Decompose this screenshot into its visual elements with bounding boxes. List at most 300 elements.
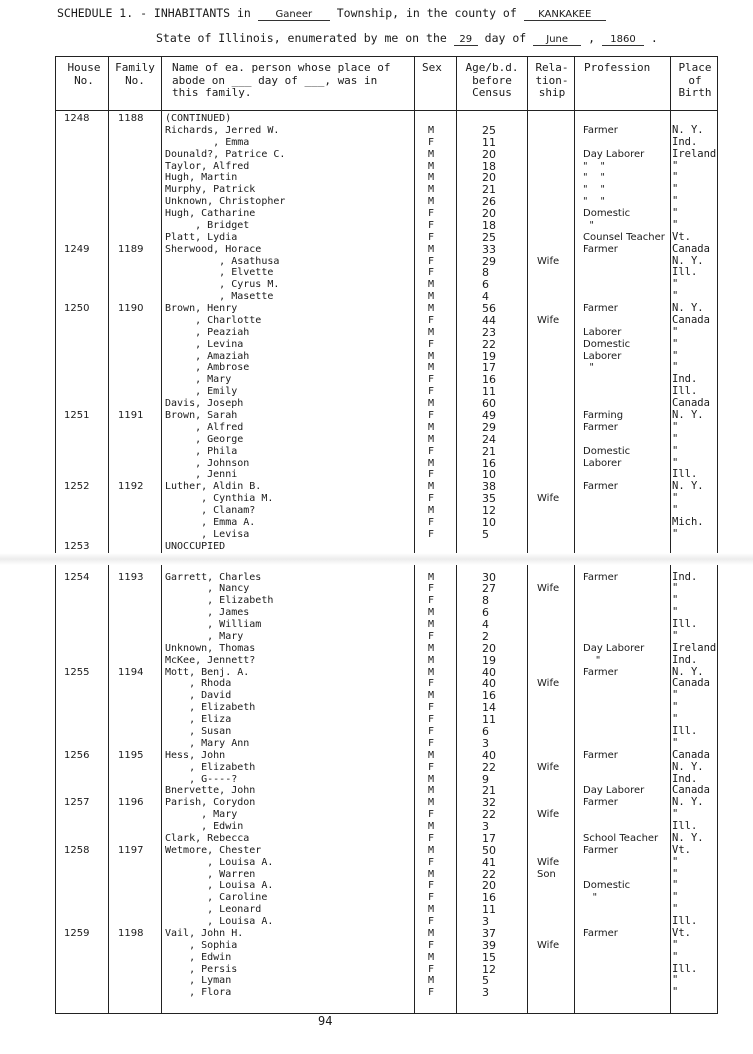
person-name: Davis, Joseph [165,398,244,410]
place-of-birth: Canada [672,748,710,761]
age: 39 [482,938,496,952]
sex: F [428,445,435,457]
person-name: , Amaziah [165,350,250,362]
family-number: 1194 [118,666,144,678]
state-line [156,31,658,46]
age: 21 [482,183,496,197]
place-of-birth: " [672,701,679,714]
year-period: . [650,31,658,45]
column-header-birth: Place of Birth [678,61,712,99]
person-name: Mott, Benj. A. [165,666,250,678]
profession: " " [583,160,605,172]
enumeration-day: 29 [454,34,478,46]
person-name: , Cynthia M. [165,493,274,505]
sex: M [428,243,435,255]
place-of-birth: N. Y. [672,302,704,315]
family-number: 1188 [118,113,144,124]
person-name: Clark, Rebecca [165,832,250,844]
age: 25 [482,230,496,244]
profession: Counsel Teacher [583,231,665,243]
profession: Farmer [583,481,618,493]
state-label: State of Illinois, enumerated by me on the [156,31,447,45]
person-name: , Warren [165,868,256,880]
place-of-birth: " [672,974,679,987]
person-name: Unknown, Thomas [165,642,256,654]
place-of-birth: " [672,867,679,880]
house-number: 1254 [64,571,90,583]
house-number: 1253 [64,540,90,552]
place-of-birth: Ill. [672,820,698,833]
age: 49 [482,409,496,422]
sex: M [428,619,435,631]
family-number: 1193 [118,571,144,583]
place-of-birth: " [672,713,679,726]
place-of-birth: " [672,594,679,607]
age: 19 [482,349,496,363]
person-name: , Caroline [165,892,268,904]
relationship: Wife [537,255,560,267]
person-name: , Johnson [165,457,250,469]
age: 26 [482,195,496,209]
person-name: , Eliza [165,714,232,726]
sex: F [428,939,435,951]
page-number: 94 [318,1014,333,1028]
place-of-birth: Ind. [672,570,698,583]
sex: F [428,136,435,148]
divider-name [414,56,415,1014]
person-name: (CONTINUED) [165,113,232,124]
township-name: Ganeer [258,9,330,21]
place-of-birth: " [672,808,679,821]
sex: M [428,362,435,374]
age: 4 [482,290,489,304]
person-name: , Phila [165,445,238,457]
sex: F [428,386,435,398]
person-name: Parish, Corydon [165,797,256,809]
sex: M [428,184,435,196]
place-of-birth: N. Y. [672,409,704,421]
profession: Farmer [583,124,618,136]
place-of-birth: " [672,938,679,951]
column-header-relationship: Rela- tion- ship [535,61,569,99]
age: 8 [482,594,489,608]
person-name: Brown, Henry [165,303,238,315]
house-number: 1259 [64,927,90,939]
place-of-birth: " [672,432,679,445]
divider-house [108,56,109,1014]
profession: Day Laborer [583,642,645,654]
person-name: , Edwin [165,821,244,833]
age: 37 [482,926,496,940]
person-name: , Flora [165,987,232,999]
person-name: Wetmore, Chester [165,844,262,856]
person-name: Brown, Sarah [165,410,238,421]
sex: M [428,951,435,963]
sex: M [428,975,435,987]
sex: F [428,219,435,231]
place-of-birth: " [672,855,679,868]
age: 8 [482,266,489,280]
divider-relationship [574,56,575,1014]
sex: F [428,528,435,540]
sex: F [428,469,435,481]
sex: M [428,291,435,303]
profession: " [583,654,601,666]
sex: M [428,148,435,160]
place-of-birth: Ill. [672,725,698,737]
relationship: Wife [537,583,560,595]
family-number: 1198 [118,927,144,939]
sex: M [428,844,435,856]
age: 30 [482,570,496,584]
place-of-birth: " [672,986,679,999]
person-name: Hess, John [165,749,226,761]
divider-age [527,56,528,1014]
sex: M [428,457,435,469]
sex: M [428,749,435,761]
person-name: Richards, Jerred W. [165,124,280,136]
profession: " [583,219,594,231]
house-number: 1248 [64,113,90,124]
sex: F [428,892,435,904]
sex: F [428,678,435,690]
age: 29 [482,420,496,434]
family-number: 1197 [118,844,144,856]
sex: M [428,279,435,291]
family-number: 1195 [118,749,144,761]
person-name: , Masette [165,291,274,303]
person-name: , Rhoda [165,678,232,690]
age: 16 [482,689,496,703]
sex: F [428,493,435,505]
age: 20 [482,641,496,655]
person-name: , Cyrus M. [165,279,280,291]
profession: Farmer [583,749,618,761]
place-of-birth: Ireland [672,641,717,654]
profession: Farmer [583,927,618,939]
place-of-birth: " [672,183,679,196]
age: 20 [482,147,496,161]
age: 24 [482,432,496,446]
person-name: McKee, Jennett? [165,654,256,666]
house-number: 1249 [64,243,90,255]
relationship: Wife [537,809,560,821]
person-name: , James [165,607,250,619]
person-name: , Elizabeth [165,595,274,607]
sex: M [428,421,435,433]
person-name: Platt, Lydia [165,231,238,243]
person-name: , Emma [165,136,250,148]
relationship: Wife [537,678,560,690]
sex: F [428,314,435,326]
profession: Domestic [583,880,631,892]
family-number: 1196 [118,797,144,809]
profession: Domestic [583,338,631,350]
person-name: Bnervette, John [165,785,256,797]
place-of-birth: " [672,290,679,303]
profession: Farmer [583,571,618,583]
age: 11 [482,385,496,399]
age: 17 [482,831,496,845]
age: 29 [482,254,496,268]
column-header-profession: Profession [584,61,651,74]
census-table [55,56,718,1014]
age: 11 [482,903,496,917]
sex: F [428,714,435,726]
place-of-birth: N. Y. [672,480,704,493]
profession: Day Laborer [583,785,645,797]
age: 22 [482,337,496,351]
place-of-birth: Canada [672,677,710,690]
sex: M [428,124,435,136]
age: 14 [482,701,496,715]
age: 33 [482,242,496,256]
person-name: , Mary [165,809,238,821]
profession: Farmer [583,421,618,433]
age: 16 [482,891,496,905]
place-of-birth: Ind. [672,373,698,386]
age: 25 [482,123,496,137]
sex: F [428,916,435,928]
place-of-birth: " [672,361,679,374]
person-name: Sherwood, Horace [165,243,262,255]
age: 60 [482,397,496,411]
sex: M [428,690,435,702]
place-of-birth: Ind. [672,772,698,785]
sex: F [428,809,435,821]
sex: F [428,856,435,868]
house-number: 1257 [64,797,90,809]
relationship: Wife [537,314,560,326]
age: 44 [482,313,496,327]
day-of-label: day of [484,31,527,45]
sex: F [428,208,435,220]
sex: M [428,785,435,797]
age: 5 [482,974,489,988]
age: 22 [482,760,496,774]
profession: " " [583,196,605,208]
person-name: Unknown, Christopher [165,196,286,208]
family-number: 1189 [118,243,144,255]
place-of-birth: " [672,879,679,892]
place-of-birth: " [672,689,679,702]
profession: Farmer [583,797,618,809]
age: 17 [482,361,496,375]
sex: M [428,326,435,338]
place-of-birth: N. Y. [672,831,704,844]
divider-profession [670,56,671,1014]
profession: Domestic [583,445,631,457]
sex: M [428,773,435,785]
person-name: , Mary [165,630,244,642]
sex: M [428,571,435,583]
enumeration-month: June [533,34,581,46]
place-of-birth: " [672,349,679,362]
sex: F [428,761,435,773]
place-of-birth: N. Y. [672,254,704,267]
age: 18 [482,159,496,173]
person-name: Taylor, Alfred [165,160,250,172]
county-name: KANKAKEE [524,9,606,21]
place-of-birth: N. Y. [672,796,704,809]
age: 27 [482,582,496,596]
sex: M [428,654,435,666]
column-header-age: Age/b.d. before Census [465,61,519,99]
age: 10 [482,515,496,529]
profession: Farmer [583,844,618,856]
age: 32 [482,796,496,810]
place-of-birth: Mich. [672,515,704,528]
age: 5 [482,527,489,541]
person-name: , Bridget [165,219,250,231]
place-of-birth: Ill. [672,915,698,928]
sex: M [428,607,435,619]
person-name: UNOCCUPIED [165,540,226,552]
house-number: 1252 [64,481,90,493]
place-of-birth: " [672,171,679,184]
place-of-birth: " [672,444,679,457]
person-name: Hugh, Martin [165,172,238,184]
place-of-birth: " [672,278,679,291]
age: 20 [482,879,496,893]
person-name: Dounald?, Patrice C. [165,148,286,160]
relationship: Wife [537,761,560,773]
person-name: , Elizabeth [165,702,256,714]
age: 16 [482,373,496,387]
person-name: , Leonard [165,904,262,916]
profession: Domestic [583,208,631,220]
sex: M [428,505,435,517]
house-number: 1251 [64,410,90,421]
schedule-label: SCHEDULE 1. - INHABITANTS in [57,6,251,20]
age: 3 [482,820,489,834]
place-of-birth: " [672,195,679,208]
sex: F [428,595,435,607]
place-of-birth: " [672,606,679,619]
person-name: Murphy, Patrick [165,184,256,196]
person-name: , Clanam? [165,505,256,517]
place-of-birth: " [672,207,679,220]
place-of-birth: Ill. [672,618,698,631]
age: 56 [482,302,496,316]
age: 15 [482,950,496,964]
person-name: , Persis [165,963,238,975]
sex: M [428,172,435,184]
age: 40 [482,677,496,691]
age: 9 [482,772,489,786]
relationship: Wife [537,939,560,951]
sex: M [428,303,435,315]
profession: Farmer [583,303,618,315]
sex: F [428,963,435,975]
column-header-name: Name of ea. person whose place of abode on ___ day of ___, was in this family. [172,61,391,99]
person-name: , David [165,690,232,702]
column-header-sex: Sex [422,61,442,74]
place-of-birth: N. Y. [672,665,704,678]
sex: F [428,516,435,528]
profession: Day Laborer [583,148,645,160]
age: 3 [482,736,489,750]
place-of-birth: " [672,492,679,505]
person-name: , Lyman [165,975,232,987]
house-number: 1250 [64,303,90,315]
age: 38 [482,480,496,494]
age: 11 [482,135,496,149]
person-name: , Alfred [165,421,244,433]
place-of-birth: Canada [672,784,710,797]
age: 23 [482,325,496,339]
person-name: , Asathusa [165,255,280,267]
family-number: 1192 [118,481,144,493]
age: 3 [482,915,489,929]
place-of-birth: " [672,891,679,904]
person-name: , Levisa [165,528,250,540]
place-of-birth: Canada [672,242,710,255]
person-name: , William [165,619,262,631]
person-name: , Charlotte [165,314,262,326]
place-of-birth: Ill. [672,962,698,975]
sex: F [428,630,435,642]
age: 12 [482,504,496,518]
sex: M [428,196,435,208]
column-header-house: House No. [67,61,101,87]
relationship: Son [537,868,556,880]
page-fold [0,553,753,565]
person-name: , G----? [165,773,238,785]
house-number: 1258 [64,844,90,856]
age: 19 [482,653,496,667]
place-of-birth: Ind. [672,653,698,666]
place-of-birth: " [672,420,679,433]
header-rule [55,110,718,111]
sex: F [428,410,435,421]
profession: Laborer [583,457,622,469]
place-of-birth: Canada [672,397,710,410]
person-name: , Louisa A. [165,916,274,928]
person-name: , Elizabeth [165,761,256,773]
age: 40 [482,748,496,762]
person-name: , Louisa A. [165,880,274,892]
profession: Laborer [583,326,622,338]
house-number: 1255 [64,666,90,678]
place-of-birth: " [672,218,679,231]
profession: Farming [583,410,624,421]
sex: F [428,255,435,267]
place-of-birth: Ireland [672,147,717,160]
person-name: , Mary Ann [165,737,250,749]
place-of-birth: " [672,527,679,540]
place-of-birth: Ind. [672,135,698,148]
age: 3 [482,986,489,1000]
person-name: , Mary [165,374,232,386]
place-of-birth: Canada [672,313,710,326]
age: 20 [482,207,496,221]
age: 35 [482,492,496,506]
place-of-birth: Vt. [672,926,691,939]
profession: Farmer [583,666,618,678]
place-of-birth: " [672,325,679,338]
person-name: , Edwin [165,951,232,963]
place-of-birth: " [672,337,679,350]
sex: M [428,642,435,654]
age: 40 [482,665,496,679]
age: 20 [482,171,496,185]
sex: F [428,832,435,844]
age: 11 [482,713,496,727]
age: 18 [482,218,496,232]
person-name: , Louisa A. [165,856,274,868]
age: 22 [482,808,496,822]
